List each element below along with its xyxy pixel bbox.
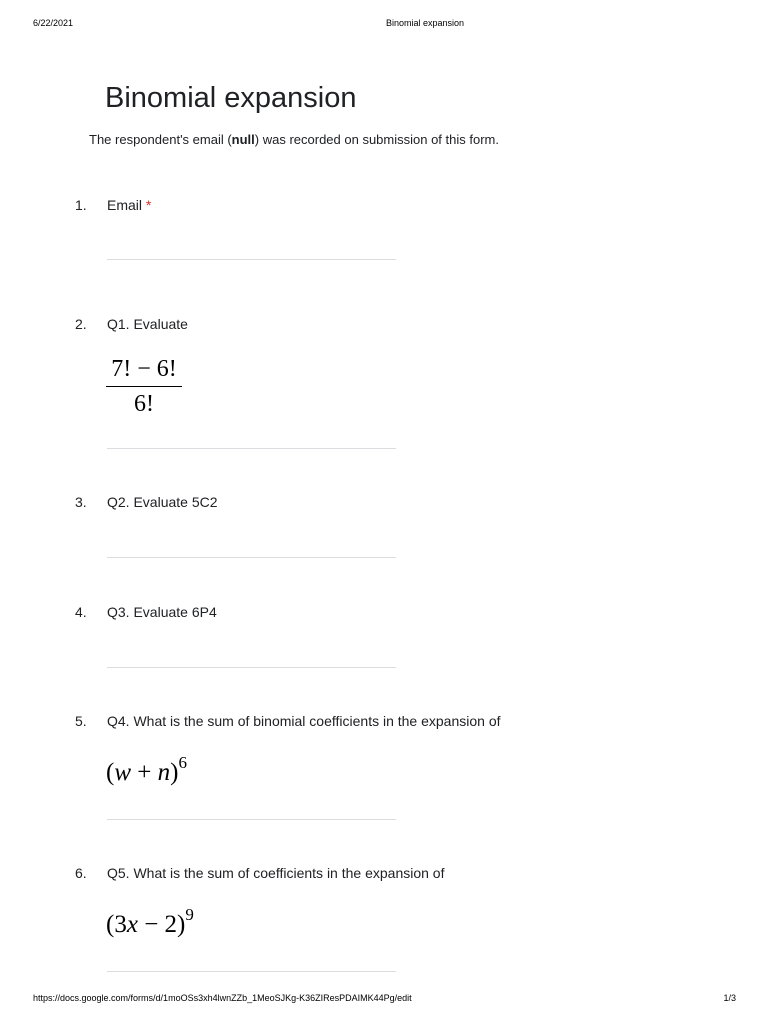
math-close-paren: ) [170, 759, 179, 786]
notice-text-start: The respondent's email ( [89, 132, 232, 147]
math-exponent: 6 [178, 753, 187, 772]
notice-email-value: null [231, 132, 255, 147]
question-number: 3. [75, 494, 87, 510]
q5-answer-field[interactable] [107, 971, 396, 972]
math-open-part: (3 [106, 911, 127, 938]
q4-answer-field[interactable] [107, 819, 396, 820]
question-text: Q5. What is the sum of coefficients in the expansion of [107, 865, 445, 881]
notice-text-end: ) was recorded on submission of this form. [254, 132, 499, 147]
form-title: Binomial expansion [105, 82, 357, 114]
math-close-part: − 2) [137, 911, 186, 938]
q5-math-expression [106, 905, 194, 939]
question-label: Email [107, 197, 143, 213]
question-text: Q2. Evaluate 5C2 [107, 494, 218, 510]
print-date: 6/22/2021 [33, 18, 74, 28]
math-exponent: 9 [185, 905, 194, 924]
math-variable-x: x [126, 911, 138, 938]
page-number: 1/3 [723, 993, 736, 1003]
math-operator: + [131, 759, 158, 786]
math-variable-w: w [114, 759, 132, 786]
email-recorded-notice [89, 132, 499, 147]
print-url: https://docs.google.com/forms/d/1moOSs3xh4lwnZZb_1MeoSJKg-K36ZIResPDAIMK44Pg/edit [33, 993, 412, 1003]
question-text: Q1. Evaluate [107, 316, 188, 332]
print-title: Binomial expansion [385, 18, 465, 28]
required-mark: * [145, 197, 152, 213]
question-number: 6. [75, 865, 87, 881]
question-number: 2. [75, 316, 87, 332]
math-variable-n: n [157, 759, 171, 786]
q4-math-expression [106, 753, 187, 787]
fraction-bar [106, 386, 182, 387]
fraction-numerator: 7! − 6! [111, 356, 177, 382]
q2-answer-field[interactable] [107, 557, 396, 558]
question-text: Q4. What is the sum of binomial coefficients in the expansion of [107, 713, 501, 729]
print-header [0, 18, 768, 32]
math-open-paren: ( [106, 759, 115, 786]
question-text: Q3. Evaluate 6P4 [107, 604, 217, 620]
fraction-denominator: 6! [134, 391, 154, 417]
email-answer-field[interactable] [107, 259, 396, 260]
question-number: 5. [75, 713, 87, 729]
question-number: 4. [75, 604, 87, 620]
question-number: 1. [75, 197, 87, 213]
print-footer [0, 993, 768, 1007]
question-text [107, 197, 151, 213]
q1-math-fraction [106, 354, 182, 419]
q3-answer-field[interactable] [107, 667, 396, 668]
q1-answer-field[interactable] [107, 448, 396, 449]
